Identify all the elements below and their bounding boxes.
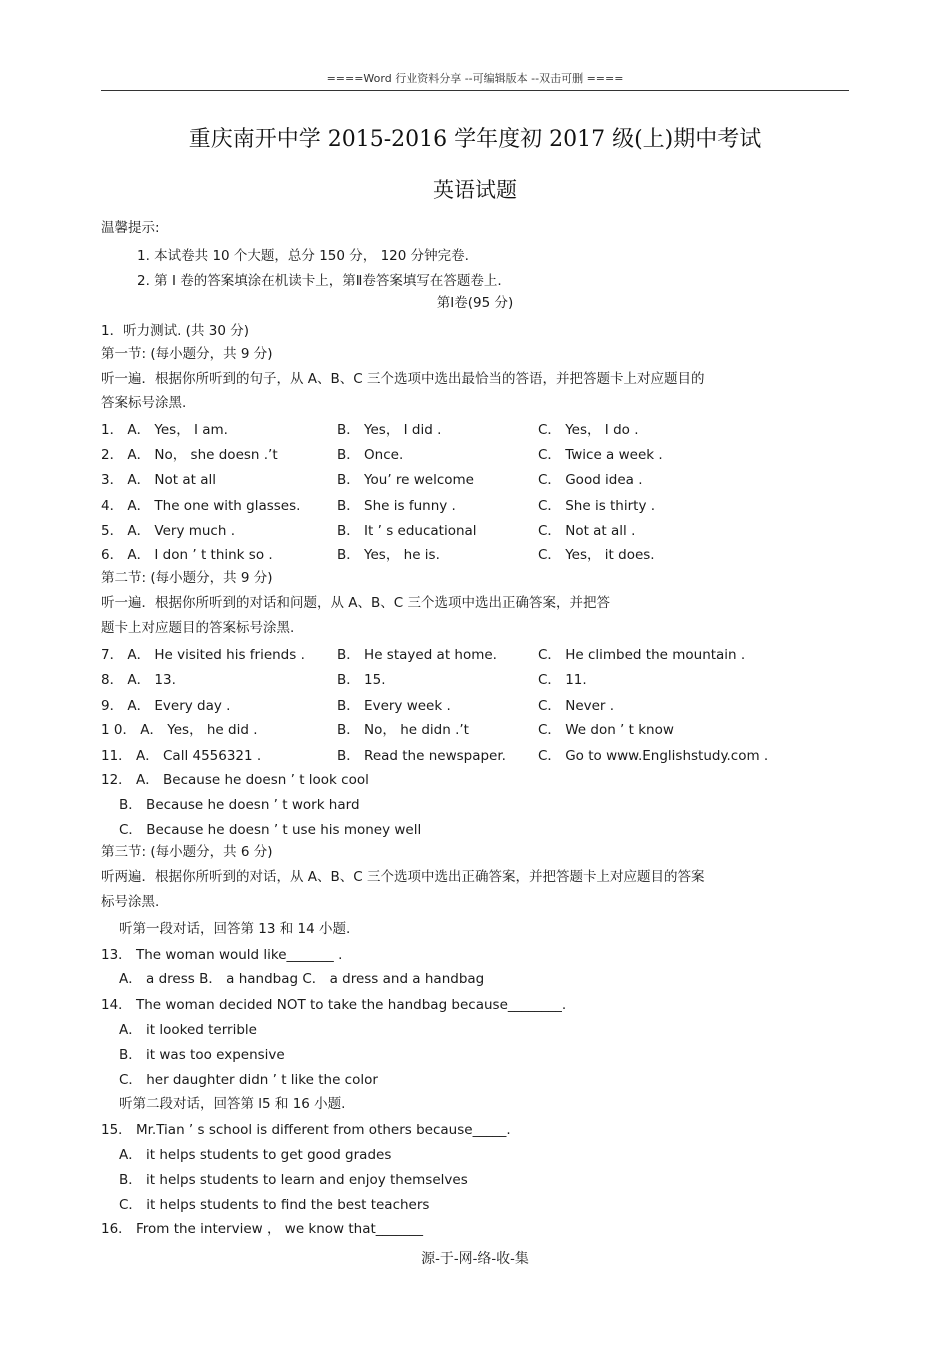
question-11-option-c: C． Go to www.Englishstudy.com .: [538, 748, 769, 764]
question-1-option-a: 1． A． Yes， I am.: [101, 422, 228, 438]
exam-title: 重庆南开中学 2015-2016 学年度初 2017 级(上)期中考试: [188, 127, 762, 152]
section-3-instructions-cont: 标号涂黑.: [101, 894, 160, 910]
section-3-heading: 第三节: (每小题分，共 6 分): [101, 844, 273, 860]
question-4-option-b: B． She is funny .: [337, 498, 456, 514]
question-2-option-c: C． Twice a week .: [538, 447, 663, 463]
section-1-instructions: 听一遍．根据你所听到的句子，从 A、B、C 三个选项中选出最恰当的答语，并把答题卡上对应题目的: [101, 371, 705, 387]
question-3-option-a: 3． A． Not at all: [101, 472, 216, 488]
page-footer: 源-于-网-络-收-集: [421, 1251, 529, 1267]
question-13: 13． The woman would like_______ .: [101, 947, 343, 963]
question-3-option-b: B． You’ re welcome: [337, 472, 474, 488]
question-15-option-a: A． it helps students to get good grades: [119, 1147, 392, 1163]
question-14: 14． The woman decided NOT to take the handbag because________.: [101, 997, 567, 1013]
question-15-option-c: C． it helps students to find the best teachers: [119, 1197, 430, 1213]
question-5-option-b: B． It ’ s educational: [337, 523, 477, 539]
tip-item-1: 1. 本试卷共 10 个大题，总分 150 分， 120 分钟完卷.: [137, 248, 469, 264]
question-6-option-b: B． Yes， he is.: [337, 547, 440, 563]
exam-subtitle: 英语试题: [433, 178, 517, 202]
question-16: 16． From the interview ， we know that_______: [101, 1221, 424, 1237]
question-10-option-b: B． No， he didn .’t: [337, 722, 469, 738]
page-header: ====Word 行业资料分享 --可编辑版本 --双击可删 ====: [326, 72, 624, 85]
question-7-option-b: B． He stayed at home.: [337, 647, 497, 663]
question-4-option-a: 4． A． The one with glasses.: [101, 498, 301, 514]
question-11-option-a: 11． A． Call 4556321 .: [101, 748, 262, 764]
section-3-instructions: 听两遍．根据你所听到的对话，从 A、B、C 三个选项中选出正确答案，并把答题卡上对应题目的答案: [101, 869, 705, 885]
question-6-option-c: C． Yes， it does.: [538, 547, 655, 563]
question-1-option-c: C． Yes， I do .: [538, 422, 639, 438]
question-3-option-c: C． Good idea .: [538, 472, 643, 488]
question-12-option-a: 12． A． Because he doesn ’ t look cool: [101, 772, 369, 788]
section-2-instructions: 听一遍．根据你所听到的对话和问题，从 A、B、C 三个选项中选出正确答案，并把答: [101, 595, 611, 611]
question-15: 15． Mr.Tian ’ s school is different from others because_____.: [101, 1122, 511, 1138]
question-12-option-b: B． Because he doesn ’ t work hard: [119, 797, 360, 813]
question-9-option-a: 9． A． Every day .: [101, 698, 231, 714]
section-1-instructions-cont: 答案标号涂黑.: [101, 395, 187, 411]
section-1-heading: 第一节: (每小题分，共 9 分): [101, 346, 273, 362]
question-6-option-a: 6． A． I don ’ t think so .: [101, 547, 273, 563]
question-13-options: A． a dress B． a handbag C． a dress and a handbag: [119, 971, 485, 987]
question-12-option-c: C． Because he doesn ’ t use his money well: [119, 822, 422, 838]
question-9-option-c: C． Never .: [538, 698, 615, 714]
question-14-option-c: C． her daughter didn ’ t like the color: [119, 1072, 378, 1088]
section-2-instructions-cont: 题卡上对应题目的答案标号涂黑.: [101, 620, 295, 636]
part-heading: 1．听力测试. (共 30 分): [101, 323, 249, 339]
question-7-option-c: C． He climbed the mountain .: [538, 647, 746, 663]
question-14-option-a: A． it looked terrible: [119, 1022, 257, 1038]
tips-heading: 温馨提示:: [101, 220, 160, 236]
question-5-option-c: C． Not at all .: [538, 523, 636, 539]
question-8-option-b: B． 15.: [337, 672, 386, 688]
question-11-option-b: B． Read the newspaper.: [337, 748, 506, 764]
question-15-option-b: B． it helps students to learn and enjoy themselves: [119, 1172, 468, 1188]
question-4-option-c: C． She is thirty .: [538, 498, 656, 514]
question-1-option-b: B． Yes， I did .: [337, 422, 442, 438]
question-9-option-b: B． Every week .: [337, 698, 451, 714]
dialog-2-instruction: 听第二段对话，回答第 l5 和 16 小题.: [119, 1096, 346, 1112]
question-7-option-a: 7． A． He visited his friends .: [101, 647, 305, 663]
question-14-option-b: B． it was too expensive: [119, 1047, 285, 1063]
question-10-option-a: 1 0． A． Yes， he did .: [101, 722, 258, 738]
question-10-option-c: C． We don ’ t know: [538, 722, 674, 738]
header-divider: [101, 90, 849, 91]
question-2-option-a: 2． A． No， she doesn .’t: [101, 447, 278, 463]
tip-item-2: 2. 第 Ⅰ 卷的答案填涂在机读卡上，第Ⅱ卷答案填写在答题卷上.: [137, 273, 502, 289]
volume-heading: 第Ⅰ卷(95 分): [436, 295, 514, 311]
dialog-1-instruction: 听第一段对话，回答第 13 和 14 小题.: [119, 921, 351, 937]
question-5-option-a: 5． A． Very much .: [101, 523, 235, 539]
question-8-option-a: 8． A． 13.: [101, 672, 176, 688]
question-2-option-b: B． Once.: [337, 447, 404, 463]
section-2-heading: 第二节: (每小题分，共 9 分): [101, 570, 273, 586]
question-8-option-c: C． 11.: [538, 672, 587, 688]
